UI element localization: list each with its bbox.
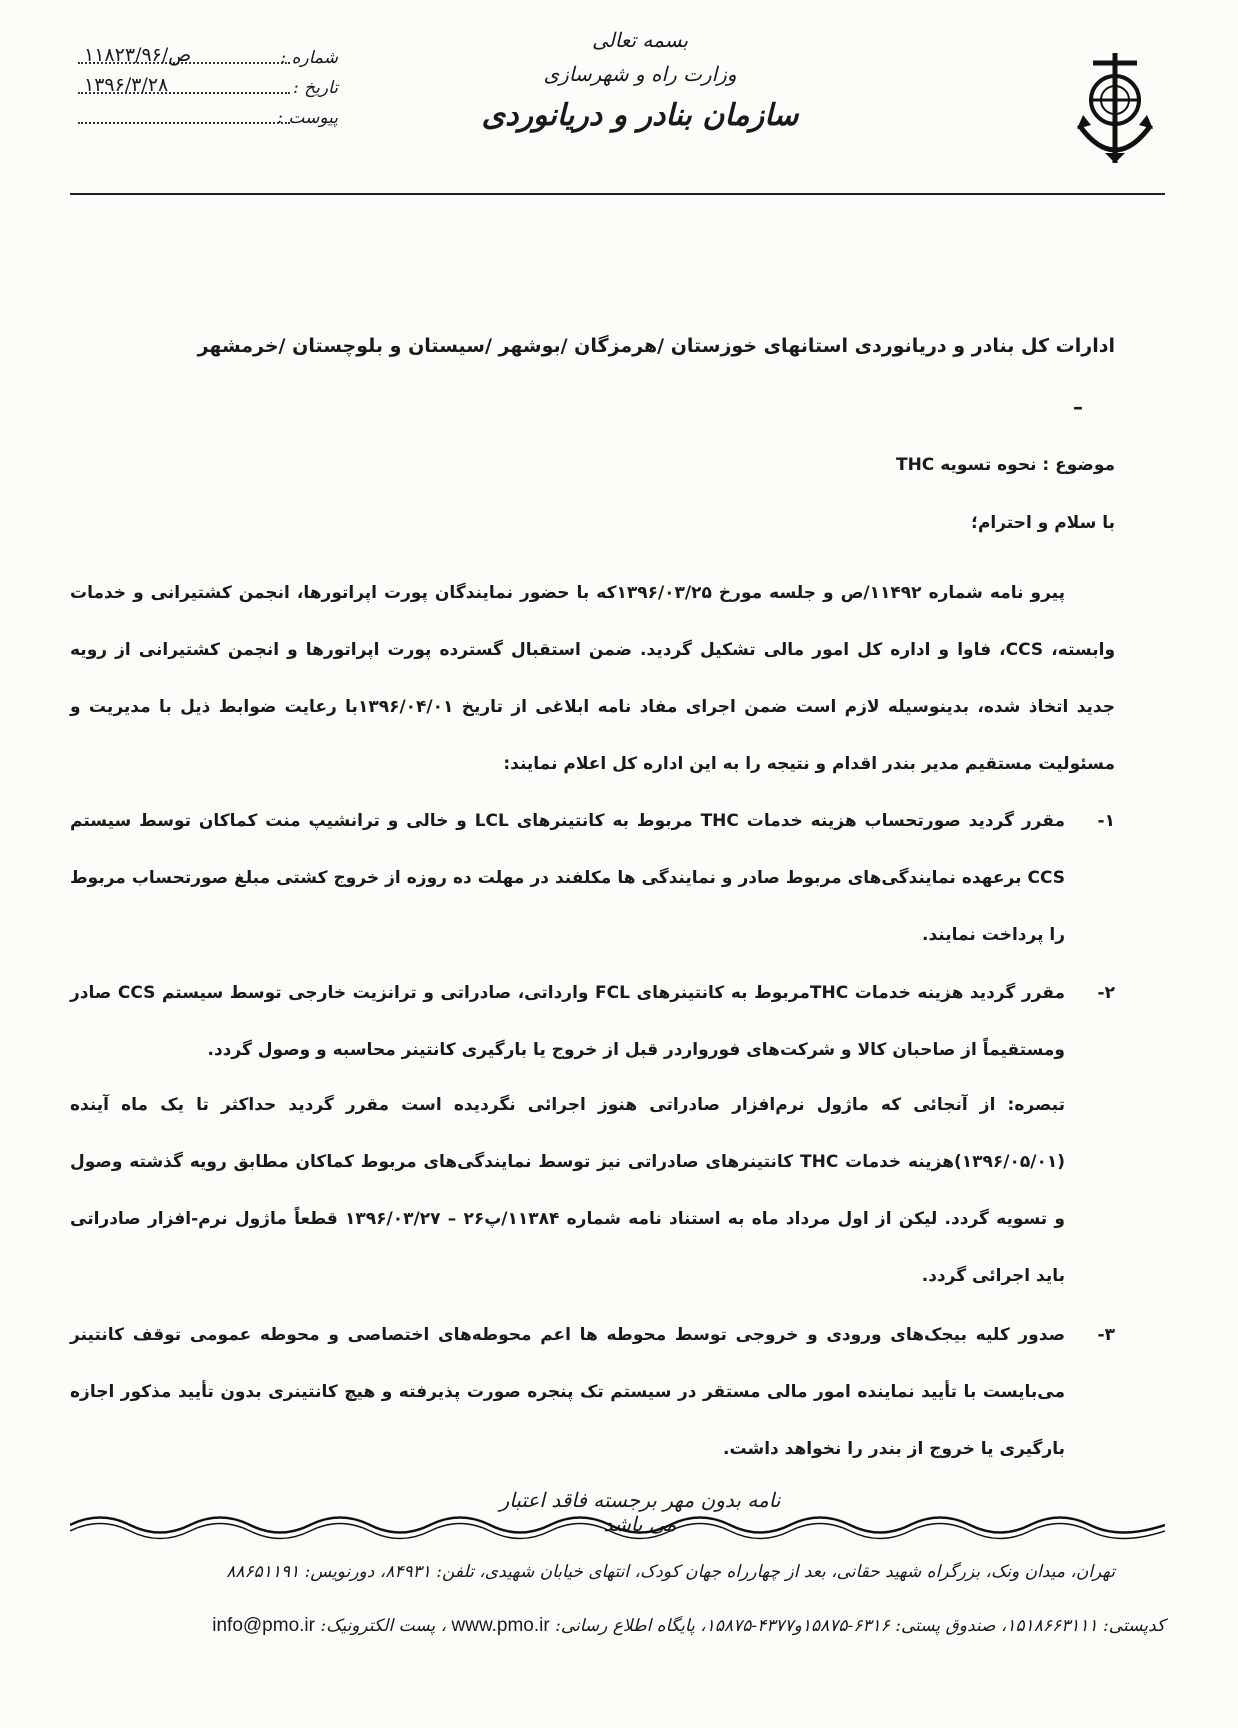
item-number: ۲- bbox=[1097, 983, 1115, 1003]
note-paragraph: تبصره: از آنجائی که ماژول نرم‌افزار صادراتی هنوز اجرائی نگردیده است مقرر گردید حداکثر تا یک ماه آینده (۱۳۹۶/۰۵/۰۱)هزینه خدمات THC کانتینرهای صادراتی نیز توسط نمایندگی‌های مربوط کماکان مطابق رویه گذشته وصول و تسویه گردد. لیکن از اول مرداد ماه به استناد نامه شماره ۱۱۳۸۴/پ۲۶ – ۱۳۹۶/۰۳/۲۷ قطعاً ماژول نرم-افزار صادراتی باید اجرائی گردد. bbox=[70, 1095, 1065, 1286]
intro-paragraph bbox=[70, 565, 1115, 793]
item-number: ۱- bbox=[1097, 811, 1115, 831]
contact-info bbox=[70, 1615, 1165, 1637]
address: تهران، میدان ونک، بزرگراه شهید حقانی، بعد از چهارراه جهان کودک، انتهای خیابان شهیدی، تلفن: ۸۴۹۳۱، دورنویس: ۸۸۶۵۱۱۹۱ bbox=[226, 1562, 1115, 1582]
recipient-dash: – bbox=[1073, 395, 1083, 419]
email-label: ، پست الکترونیک: bbox=[320, 1616, 447, 1636]
number-label: شماره : bbox=[280, 48, 338, 68]
list-item bbox=[70, 1307, 1115, 1478]
attachment-label: پیوست : bbox=[277, 108, 338, 128]
letterhead bbox=[420, 28, 860, 133]
date-field bbox=[78, 74, 338, 108]
recipients: ادارات کل بنادر و دریانوردی استانهای خوزستان /هرمزگان /بوشهر /سیستان و بلوچستان /خرمشهر bbox=[197, 335, 1115, 357]
stamp-validity-note: نامه بدون مهر برجسته فاقد اعتبار می باشد bbox=[499, 1488, 781, 1536]
header-divider bbox=[70, 193, 1165, 195]
item-text: مقرر گردید هزینه خدمات THCمربوط به کانتینرهای FCL وارداتی، صادراتی و ترانزیت خارجی توسط سیستم CCS صادر ومستقیماً از صاحبان کالا و شرکت‌های فورواردر قبل از خروج یا بارگیری کانتینر محاسبه و وصول گردد. bbox=[70, 983, 1065, 1060]
attachment-field bbox=[78, 108, 338, 138]
footer-wave-divider bbox=[70, 1505, 1165, 1545]
contact-persian: کدپستی: ۱۵۱۸۶۶۳۱۱۱، صندوق پستی: ۶۳۱۶-۱۵۸۷۵و۴۳۷۷-۱۵۸۷۵، پایگاه اطلاع رسانی: bbox=[555, 1616, 1165, 1636]
bismillah: بسمه تعالی bbox=[591, 28, 689, 52]
website-link[interactable]: www.pmo.ir bbox=[451, 1615, 550, 1636]
list-item bbox=[70, 965, 1115, 1079]
letter-meta bbox=[78, 44, 338, 138]
intro-text: پیرو نامه شماره ۱۱۴۹۲/ص و جلسه مورخ ۱۳۹۶/۰۳/۲۵که با حضور نمایندگان پورت اپراتورها، انجمن کشتیرانی و خدمات وابسته، CCS، فاوا و اداره کل امور مالی تشکیل گردید. ضمن استقبال گسترده پورت اپراتورها و انجمن کشتیرانی از رویه جدید اتخاذ شده، بدینوسیله لازم است ضمن اجرای مفاد نامه ابلاغی از تاریخ ۱۳۹۶/۰۴/۰۱با رعایت ضوابط ذیل با مدیریت و مسئولیت مستقیم مدیر بندر اقدام و نتیجه را به این اداره کل اعلام نمایند: bbox=[70, 583, 1116, 774]
ministry-name: وزارت راه و شهرسازی bbox=[543, 62, 737, 86]
item-text: صدور کلیه بیجک‌های ورودی و خروجی توسط محوطه ها اعم محوطه‌های اختصاصی و محوطه عمومی توقف کانتینر می‌بایست با تأیید نماینده امور مالی مستقر در سیستم تک پنجره صورت پذیرفته و هیچ کانتینری بدون تأیید مذکور اجازه بارگیری یا خروج از بندر را نخواهد داشت. bbox=[70, 1325, 1065, 1459]
item-number: ۳- bbox=[1097, 1325, 1115, 1345]
date-value: ۱۳۹۶/۳/۲۸ bbox=[84, 74, 169, 96]
organization-name: سازمان بنادر و دریانوردی bbox=[481, 98, 799, 133]
organization-logo-icon bbox=[1075, 45, 1155, 175]
email-link[interactable]: info@pmo.ir bbox=[212, 1615, 315, 1636]
list-item bbox=[70, 793, 1115, 964]
item-text: مقرر گردید صورتحساب هزینه خدمات THC مربوط به کانتینرهای LCL و خالی و ترانشیپ منت کماکان توسط سیستم CCS برعهده نمایندگی‌های مربوط صادر و نمایندگی ها مکلفند در مهلت ده روزه از خروج کشتی مبلغ صورتحساب مربوط را پرداخت نمایند. bbox=[70, 811, 1066, 945]
number-value: ۱۱۸۲۳/ص/۹۶ bbox=[84, 44, 192, 66]
greeting: با سلام و احترام؛ bbox=[971, 513, 1115, 533]
subject-line: موضوع : نحوه تسویه THC bbox=[895, 455, 1115, 475]
date-label: تاریخ : bbox=[293, 78, 338, 98]
